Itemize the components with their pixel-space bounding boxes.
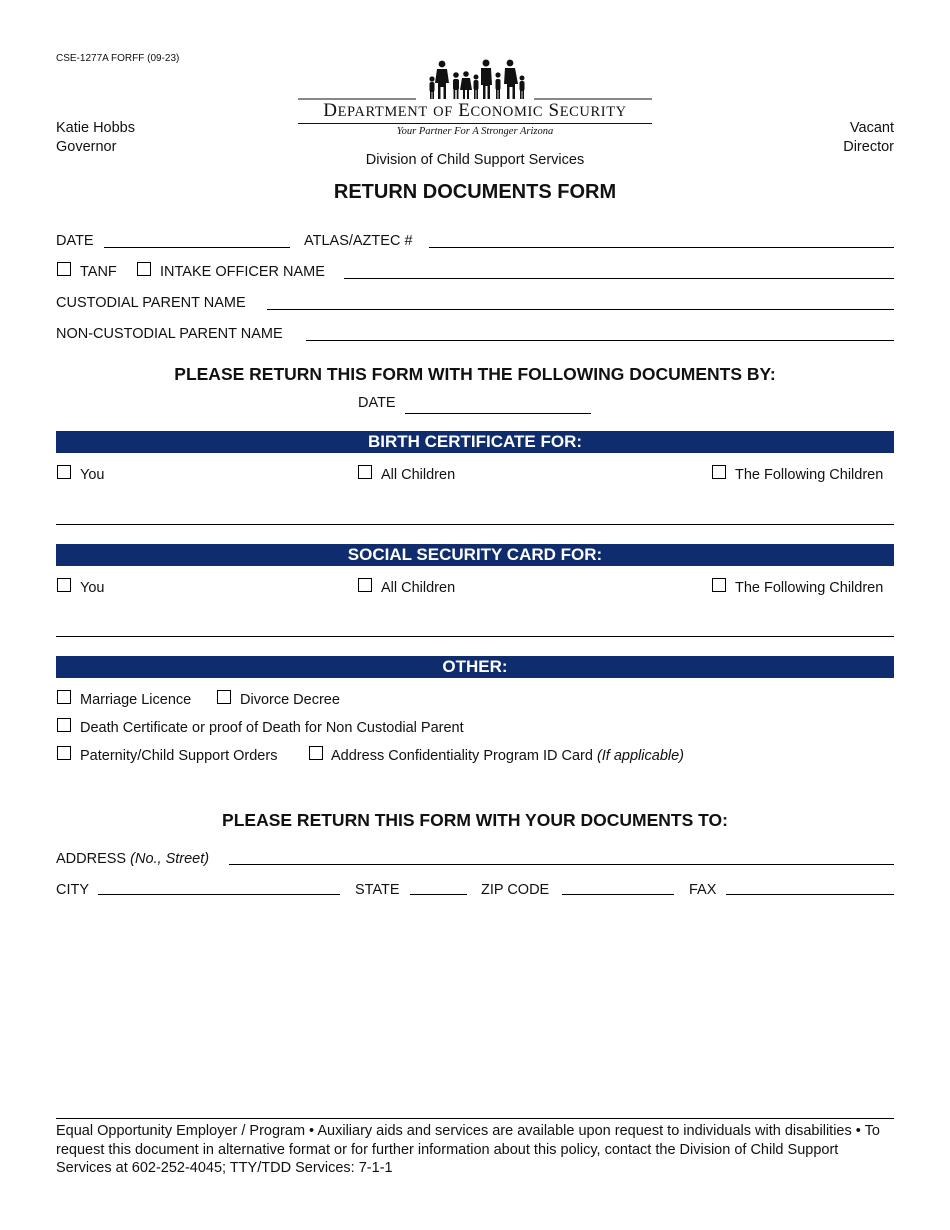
state-field[interactable] <box>410 894 467 895</box>
marriage-licence-checkbox[interactable] <box>57 690 71 704</box>
non-custodial-parent-field[interactable] <box>306 340 894 341</box>
marriage-licence-label: Marriage Licence <box>80 692 192 708</box>
director-name: Vacant <box>849 120 894 136</box>
city-field[interactable] <box>98 894 340 895</box>
death-certificate-label: Death Certificate or proof of Death for Non Custodial Parent <box>80 720 464 736</box>
return-by-date-label: DATE <box>358 395 396 411</box>
date-field[interactable] <box>104 247 290 248</box>
address-note: (No., Street) <box>130 851 210 867</box>
state-label: STATE <box>355 882 400 898</box>
intake-officer-checkbox[interactable] <box>137 262 151 276</box>
zip-code-label: ZIP CODE <box>481 882 550 898</box>
acp-note: (If applicable) <box>596 748 684 764</box>
death-certificate-checkbox[interactable] <box>57 718 71 732</box>
bc-following-children-label: The Following Children <box>735 467 884 483</box>
bc-all-children-checkbox[interactable] <box>358 465 372 479</box>
form-title: RETURN DOCUMENTS FORM <box>333 181 617 203</box>
return-by-heading: PLEASE RETURN THIS FORM WITH THE FOLLOWING DOCUMENTS BY: <box>174 364 776 384</box>
footer-divider <box>56 1118 894 1119</box>
custodial-parent-label: CUSTODIAL PARENT NAME <box>56 295 246 311</box>
atlas-aztec-field[interactable] <box>429 247 894 248</box>
ss-following-children-label: The Following Children <box>735 580 884 596</box>
family-silhouette-logo-icon <box>298 58 652 102</box>
ss-you-label: You <box>80 580 105 596</box>
division-name: Division of Child Support Services <box>365 152 585 168</box>
fax-field[interactable] <box>726 894 894 895</box>
other-section-header: OTHER: <box>56 656 894 678</box>
bc-you-checkbox[interactable] <box>57 465 71 479</box>
director-title: Director <box>843 139 894 155</box>
fax-label: FAX <box>689 882 717 898</box>
ss-all-children-checkbox[interactable] <box>358 578 372 592</box>
intake-officer-label: INTAKE OFFICER NAME <box>160 264 325 280</box>
custodial-parent-field[interactable] <box>267 309 894 310</box>
paternity-orders-checkbox[interactable] <box>57 746 71 760</box>
agency-rule <box>298 123 652 124</box>
ss-all-children-label: All Children <box>381 580 456 596</box>
tanf-checkbox[interactable] <box>57 262 71 276</box>
footer-disclaimer: Equal Opportunity Employer / Program • Auxiliary aids and services are available upon request to individuals with disabilities • To request this document in alternative format or for further information about this policy, contact the Division of Child Support Services at 602-252-4045; TTY/TDD Services: 7-1-1 <box>56 1123 880 1176</box>
address-field[interactable] <box>229 864 894 865</box>
acp-id-card-checkbox[interactable] <box>309 746 323 760</box>
bc-you-label: You <box>80 467 105 483</box>
divorce-decree-label: Divorce Decree <box>240 692 340 708</box>
ss-following-children-checkbox[interactable] <box>712 578 726 592</box>
bc-all-children-label: All Children <box>381 467 456 483</box>
non-custodial-parent-label: NON-CUSTODIAL PARENT NAME <box>56 326 283 342</box>
governor-name: Katie Hobbs <box>56 120 135 136</box>
city-label: CITY <box>56 882 90 898</box>
agency-name: DEPARTMENT OF ECONOMIC SECURITY <box>323 100 627 121</box>
date-label: DATE <box>56 233 94 249</box>
zip-code-field[interactable] <box>562 894 674 895</box>
governor-title: Governor <box>56 139 117 155</box>
bc-following-children-checkbox[interactable] <box>712 465 726 479</box>
birth-certificate-section-header: BIRTH CERTIFICATE FOR: <box>56 431 894 453</box>
intake-officer-field[interactable] <box>344 278 894 279</box>
social-security-section-header: SOCIAL SECURITY CARD FOR: <box>56 544 894 566</box>
bc-children-names-field[interactable] <box>56 524 894 525</box>
atlas-aztec-label: ATLAS/AZTEC # <box>304 233 413 249</box>
address-label: ADDRESS (No., Street) <box>56 851 210 867</box>
agency-tagline: Your Partner For A Stronger Arizona <box>396 126 554 137</box>
return-to-heading: PLEASE RETURN THIS FORM WITH YOUR DOCUMENTS TO: <box>222 810 728 830</box>
paternity-orders-label: Paternity/Child Support Orders <box>80 748 278 764</box>
ss-children-names-field[interactable] <box>56 636 894 637</box>
acp-id-card-label: Address Confidentiality Program ID Card (If applicable) <box>331 748 684 764</box>
tanf-label: TANF <box>80 264 117 280</box>
return-by-date-field[interactable] <box>405 413 591 414</box>
ss-you-checkbox[interactable] <box>57 578 71 592</box>
divorce-decree-checkbox[interactable] <box>217 690 231 704</box>
form-code: CSE-1277A FORFF (09-23) <box>56 53 180 64</box>
